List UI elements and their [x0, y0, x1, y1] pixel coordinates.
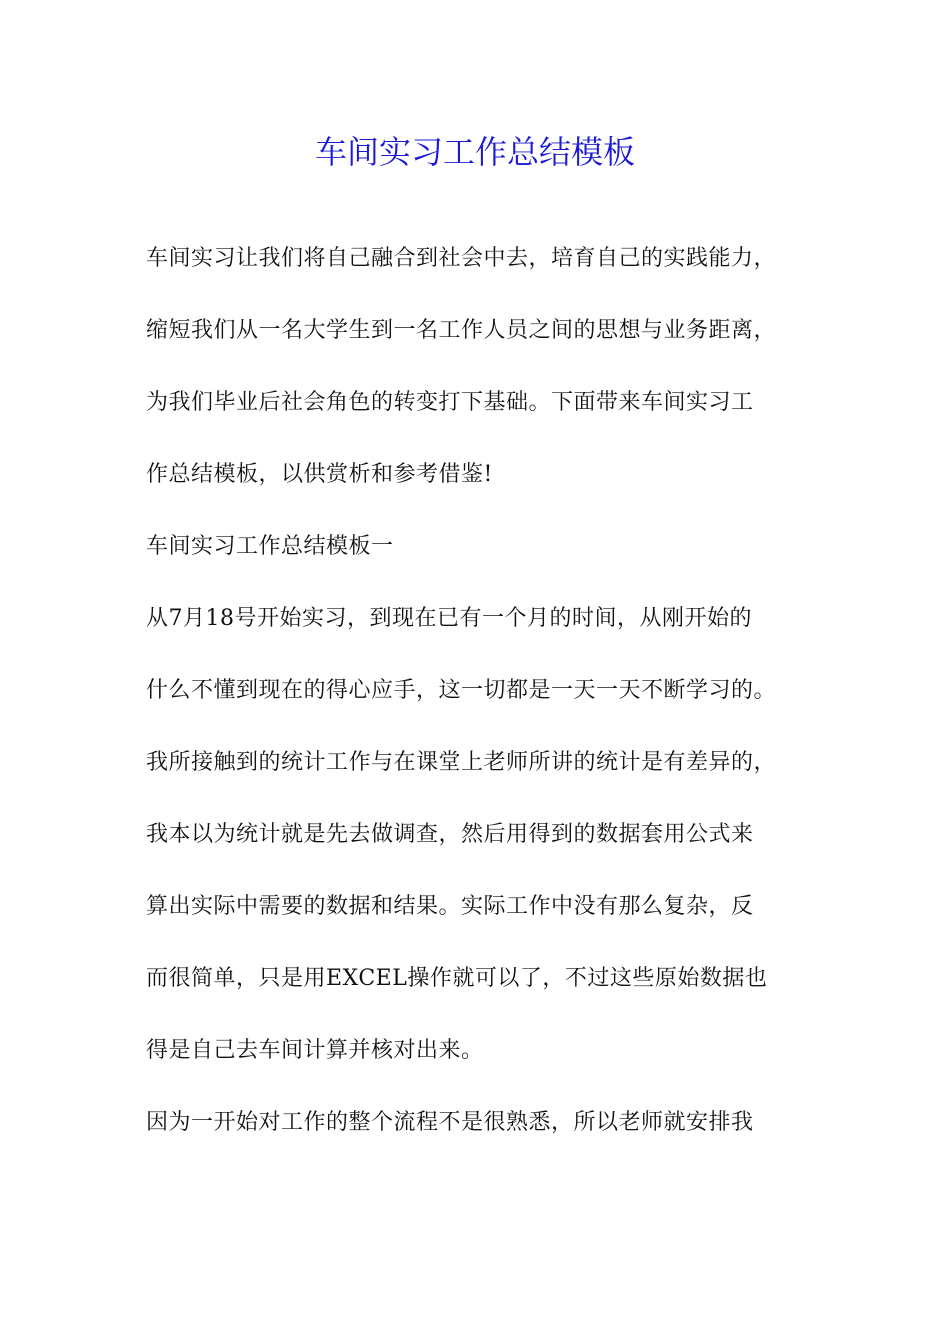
body-line-1: 车间实习让我们将自己融合到社会中去，培育自己的实践能力， — [146, 246, 777, 271]
document-title: 车间实习工作总结模板 — [314, 133, 635, 171]
body-line-9: 我本以为统计就是先去做调查，然后用得到的数据套用公式来 — [146, 822, 754, 847]
body-line-8: 我所接触到的统计工作与在课堂上老师所讲的统计是有差异的， — [146, 750, 777, 775]
body-line-3: 为我们毕业后社会角色的转变打下基础。下面带来车间实习工 — [146, 390, 754, 415]
body-line-12: 得是自己去车间计算并核对出来。 — [146, 1038, 484, 1063]
body-line-4: 作总结模板，以供赏析和参考借鉴! — [146, 462, 493, 487]
section-heading: 车间实习工作总结模板一 — [146, 534, 394, 559]
body-line-2: 缩短我们从一名大学生到一名工作人员之间的思想与业务距离， — [146, 318, 777, 343]
body-line-13: 因为一开始对工作的整个流程不是很熟悉，所以老师就安排我 — [146, 1110, 754, 1135]
body-line-10: 算出实际中需要的数据和结果。实际工作中没有那么复杂，反 — [146, 894, 754, 919]
body-line-7: 什么不懂到现在的得心应手，这一切都是一天一天不断学习的。 — [146, 678, 777, 703]
body-line-6: 从7月18号开始实习，到现在已有一个月的时间，从刚开始的 — [146, 606, 752, 631]
body-line-11: 而很简单，只是用EXCEL操作就可以了，不过这些原始数据也 — [146, 966, 768, 991]
